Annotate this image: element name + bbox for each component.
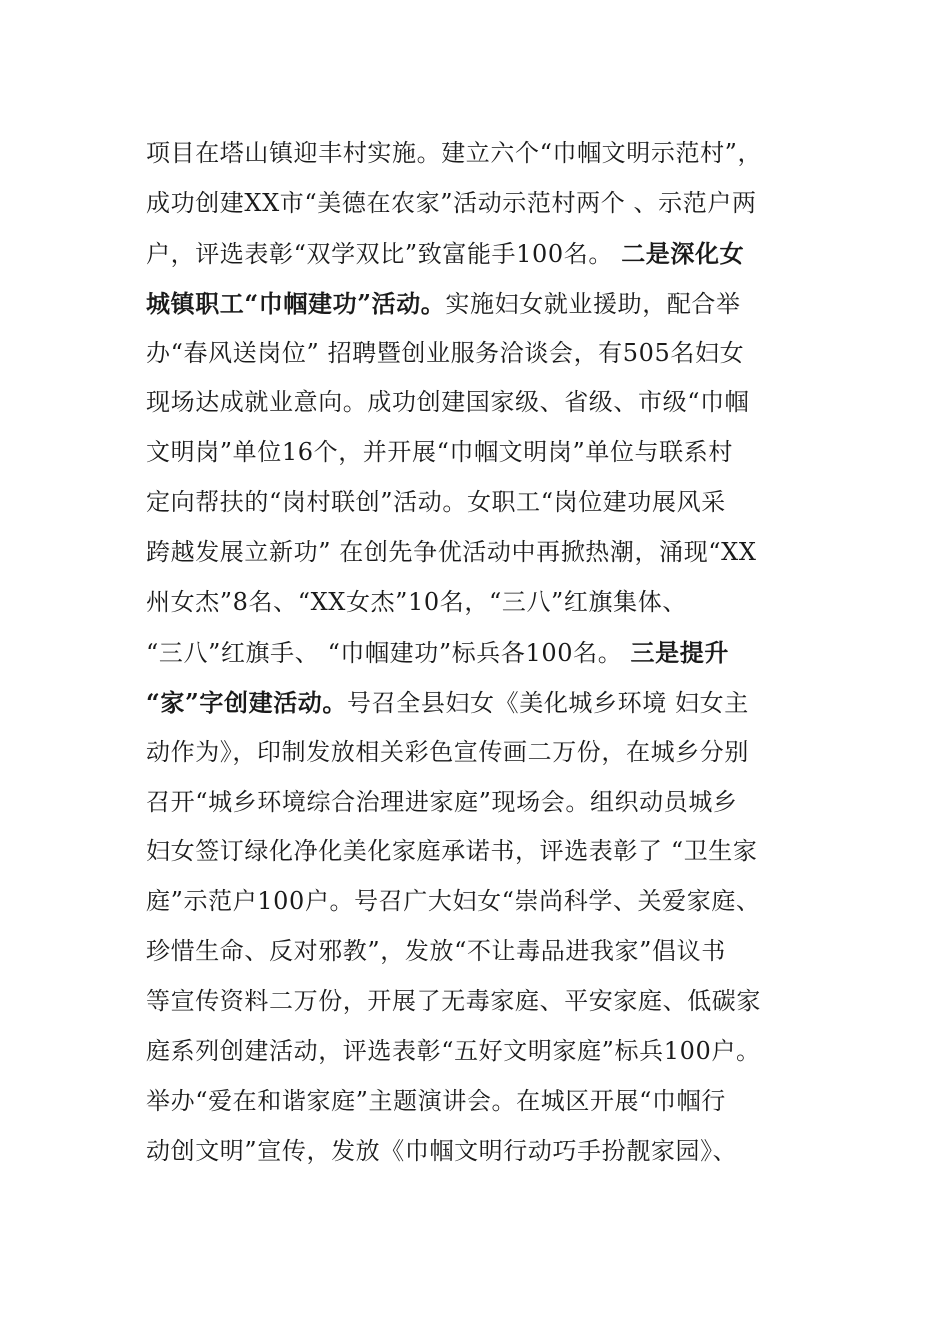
text-line	[146, 428, 806, 478]
text-line	[146, 478, 806, 528]
body-text-segment: 定向帮扶的“岗村联创”活动。女职工“岗位建功展风采	[146, 488, 726, 517]
text-line	[146, 179, 806, 229]
text-line	[146, 778, 806, 828]
text-line	[146, 279, 806, 329]
body-text-segment: 文明岗”单位16个，并开展“巾帼文明岗”单位与联系村	[146, 438, 733, 467]
bold-heading-text: 二是深化女	[621, 238, 745, 268]
text-line	[146, 329, 806, 379]
text-line	[146, 229, 806, 279]
body-text-segment: 号召全县妇女《美化城乡环境 妇女主	[347, 688, 749, 717]
body-text-segment: 动创文明”宣传，发放《巾帼文明行动巧手扮靓家园》、	[146, 1136, 738, 1165]
text-line	[146, 728, 806, 778]
body-text-segment: 动作为》，印制发放相关彩色宣传画二万份，在城乡分别	[146, 737, 749, 766]
text-line	[146, 129, 806, 179]
body-text-segment: 庭”示范户100户。号召广大妇女“崇尚科学、关爱家庭、	[146, 887, 761, 916]
text-line	[146, 678, 806, 728]
text-line	[146, 927, 806, 977]
text-line	[146, 1127, 806, 1177]
body-text-segment: 妇女签订绿化净化美化家庭承诺书，评选表彰了 “卫生家	[146, 837, 758, 866]
body-text-segment: 召开“城乡环境综合治理进家庭”现场会。组织动员城乡	[146, 787, 738, 816]
text-line	[146, 628, 806, 678]
text-line	[146, 578, 806, 628]
bold-heading-text: 城镇职工“巾帼建功”活动。	[146, 288, 446, 318]
text-line	[146, 977, 806, 1027]
text-line	[146, 378, 806, 428]
body-text-segment: 现场达成就业意向。成功创建国家级、省级、市级“巾帼	[146, 388, 750, 417]
body-text-segment: 州女杰”8名、“XX女杰”10名，“三八”红旗集体、	[146, 588, 687, 617]
body-text-segment: 成功创建XX市“美德在农家”活动示范村两个 、示范户两	[146, 188, 757, 217]
bold-heading-text: 三是提升	[630, 637, 729, 667]
body-text-segment: 等宣传资料二万份，开展了无毒家庭、平安家庭、低碳家	[146, 987, 761, 1016]
body-text-segment: 举办“爱在和谐家庭”主题演讲会。在城区开展“巾帼行	[146, 1086, 726, 1115]
text-line	[146, 1077, 806, 1127]
body-paragraph	[146, 129, 806, 1177]
body-text-segment: 办“春风送岗位” 招聘暨创业服务洽谈会，有505名妇女	[146, 338, 745, 367]
body-text-segment: 珍惜生命、反对邪教”，发放“不让毒品进我家”倡议书	[146, 937, 726, 966]
bold-heading-text: “家”字创建活动。	[146, 687, 348, 717]
body-text-segment: 跨越发展立新功” 在创先争优活动中再掀热潮，涌现“XX	[146, 538, 757, 567]
body-text-segment: 户，评选表彰“双学双比”致富能手100名。	[146, 239, 622, 268]
body-text-segment: 庭系列创建活动，评选表彰“五好文明家庭”标兵100户。	[146, 1037, 761, 1066]
body-text-segment: 项目在塔山镇迎丰村实施。建立六个“巾帼文明示范村”，	[146, 139, 763, 167]
text-line	[146, 1027, 806, 1077]
body-text-segment: “三八”红旗手、 “巾帼建功”标兵各100名。	[146, 638, 631, 667]
text-line	[146, 827, 806, 877]
text-line	[146, 877, 806, 927]
body-text-segment: 实施妇女就业援助，配合举	[445, 289, 741, 318]
text-line	[146, 528, 806, 578]
